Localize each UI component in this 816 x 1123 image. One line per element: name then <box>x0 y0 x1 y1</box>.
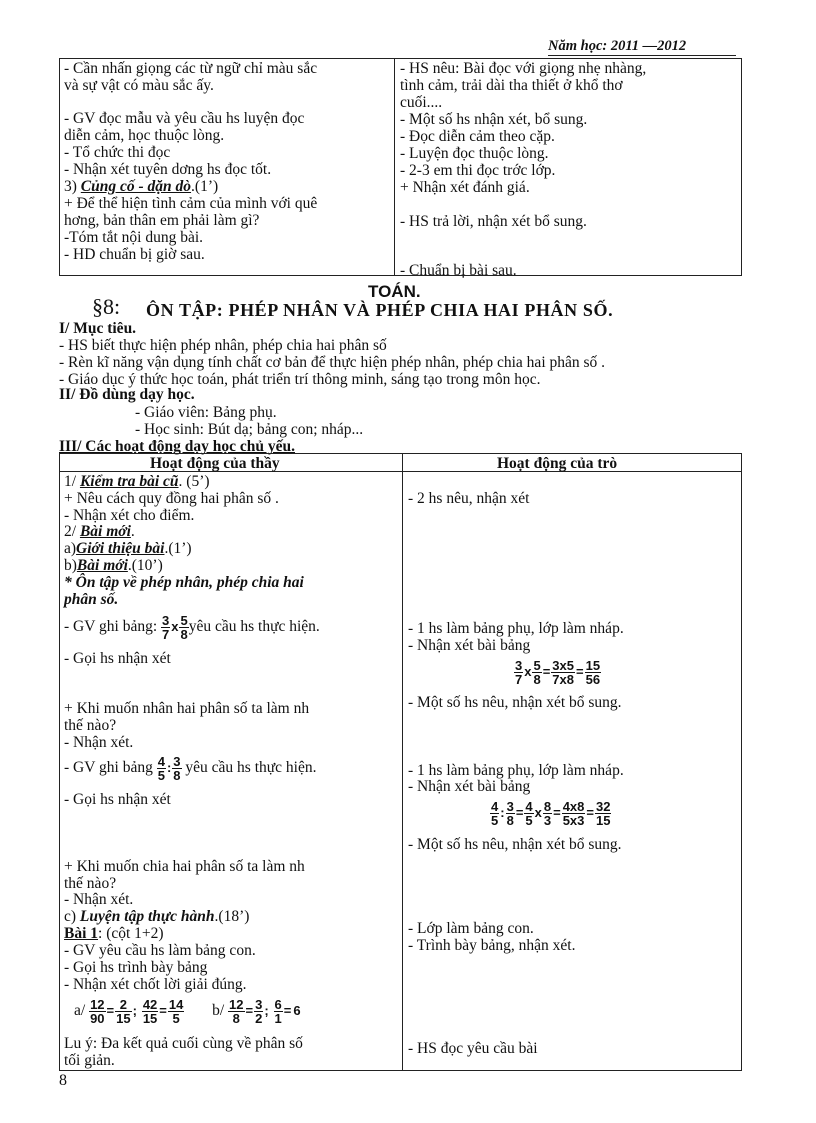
student-line: - Nhận xét bài bảng <box>408 778 531 795</box>
section-3-heading <box>64 178 218 195</box>
top-left-line: - HD chuẩn bị giờ sau. <box>64 246 205 263</box>
section-b-heading: b)Bài mới.(10’) <box>64 557 163 574</box>
top-right-line: - Đọc diễn cảm theo cặp. <box>400 128 555 145</box>
fraction: $\frac{3x5}{7x8}$ <box>552 657 574 687</box>
teacher-line: - Gọi hs nhận xét <box>64 791 171 808</box>
section-c-heading: c) Luyện tập thực hành.(18’) <box>64 908 250 925</box>
col-header-student: Hoạt động của trò <box>497 455 618 472</box>
top-right-line: - Một số hs nhận xét, bổ sung. <box>400 111 588 128</box>
activities-heading: III/ Các hoạt động dạy học chủ yếu. <box>59 438 295 455</box>
gv-write-divide: - GV ghi bảng $\frac{4}{5}$ : $\frac{3}{8}$ yêu cầu hs thực hiện. <box>64 753 317 783</box>
fraction: $\frac{3}{8}$ <box>173 753 181 783</box>
student-line: - HS đọc yêu cầu bài <box>408 1040 538 1057</box>
top-left-line: và sự vật có màu sắc ấy. <box>64 77 214 94</box>
teacher-line: + Khi muốn nhân hai phân số ta làm nh <box>64 700 310 717</box>
teacher-line: - GV yêu cầu hs làm bảng con. <box>64 942 256 959</box>
activities-table-divider <box>402 453 403 1071</box>
fraction: $\frac{14}{5}$ <box>168 996 184 1026</box>
top-right-line: - HS nêu: Bài đọc với giọng nhẹ nhàng, <box>400 60 647 77</box>
top-left-line: diễn cảm, học thuộc lòng. <box>64 127 225 144</box>
year-underline <box>548 55 736 56</box>
top-right-line: - Chuẩn bị bài sau. <box>400 262 517 279</box>
section-3-prefix: 3) <box>64 178 81 195</box>
section-1-heading: 1/ Kiểm tra bài cũ. (5’) <box>64 473 210 490</box>
teacher-line: - Nhận xét cho điểm. <box>64 507 195 524</box>
top-left-line: + Để thể hiện tình cảm của mình với quê <box>64 195 318 212</box>
fraction: $\frac{42}{15}$ <box>142 996 158 1026</box>
teacher-line: - Nhận xét chốt lời giải đúng. <box>64 976 247 993</box>
review-heading: phân số. <box>64 591 119 608</box>
fraction: $\frac{5}{8}$ <box>180 612 188 642</box>
review-heading: * Ôn tập về phép nhân, phép chia hai <box>64 574 304 591</box>
fraction: $\frac{4x8}{5x3}$ <box>562 798 585 828</box>
objectives-heading: I/ Mục tiêu. <box>59 320 137 337</box>
top-left-line: -Tóm tắt nội dung bài. <box>64 229 204 246</box>
fraction: $\frac{2}{15}$ <box>116 996 131 1026</box>
fraction: $\frac{4}{5}$ <box>525 798 533 828</box>
top-right-line: tình cảm, trải dài tha thiết ở khổ thơ <box>400 77 623 94</box>
fraction: $\frac{3}{8}$ <box>506 798 514 828</box>
fraction: $\frac{3}{7}$ <box>515 657 523 687</box>
fraction: $\frac{12}{90}$ <box>90 996 105 1026</box>
fraction: $\frac{32}{15}$ <box>596 798 611 828</box>
subject-title: TOÁN. <box>368 282 421 301</box>
top-right-line: - 2-3 em thi đọc trớc lớp. <box>400 162 556 179</box>
objective-item: - Rèn kĩ năng vận dụng tính chất cơ bản để thực hiện phép nhân, phép chia hai phân số . <box>59 354 606 371</box>
gv-write-multiply: - GV ghi bảng: $\frac{3}{7}$ x $\frac{5}{8}$ yêu cầu hs thực hiện. <box>64 612 320 642</box>
objective-item: - Giáo dục ý thức học toán, phát triển trí thông minh, sáng tạo trong môn học. <box>59 371 541 388</box>
materials-heading: II/ Đồ dùng dạy học. <box>59 386 195 403</box>
top-right-line: - Luyện đọc thuộc lòng. <box>400 145 549 162</box>
multiply-solution: $\frac{3}{7}$ x $\frac{5}{8}$ = $\frac{3x5}{7x8}$ = $\frac{15}{56}$ <box>515 657 601 687</box>
teacher-line: - Nhận xét. <box>64 734 134 751</box>
top-left-line: - Cần nhấn giọng các từ ngữ chỉ màu sắc <box>64 60 318 77</box>
material-item: - Học sinh: Bút dạ; bảng con; nháp... <box>135 421 364 438</box>
top-right-line: cuối.... <box>400 94 443 111</box>
student-line: - Nhận xét bài bảng <box>408 637 531 654</box>
fraction: $\frac{4}{5}$ <box>491 798 499 828</box>
section-3-title: Củng cố - dặn dò <box>80 178 192 195</box>
teacher-line: thế nào? <box>64 717 117 734</box>
fraction: $\frac{8}{3}$ <box>543 798 552 828</box>
page-number: 8 <box>59 1072 67 1089</box>
lesson-number: §8: <box>92 294 121 319</box>
school-year: Năm học: 2011 —2012 <box>548 38 687 54</box>
fraction: $\frac{15}{56}$ <box>585 657 601 687</box>
top-table-divider <box>394 58 395 276</box>
lesson-title: ÔN TẬP: PHÉP NHÂN VÀ PHÉP CHIA HAI PHÂN SỐ. <box>146 300 614 320</box>
teacher-line: + Khi muốn chia hai phân số ta làm nh <box>64 858 305 875</box>
section-a-heading: a)Giới thiệu bài.(1’) <box>64 540 192 557</box>
fraction: $\frac{6}{1}$ <box>274 996 282 1026</box>
top-left-line: - Nhận xét tuyên dơng hs đọc tốt. <box>64 161 272 178</box>
top-right-line: + Nhận xét đánh giá. <box>400 179 530 196</box>
section-3-time: .(1’) <box>191 178 219 195</box>
col-header-teacher: Hoạt động của thầy <box>150 455 280 472</box>
answers-row: a/ $\frac{12}{90}$ = $\frac{2}{15}$ ; $\frac{42}{15}$ = $\frac{14}{5}$ b/ $\frac{12}{8}$ = $\frac{3}{2}$ ; $\frac{6}{1}$ = 6 <box>74 996 301 1026</box>
teacher-line: thế nào? <box>64 875 117 892</box>
top-left-line: hơng, bản thân em phải làm gì? <box>64 212 260 229</box>
student-line: - Một số hs nêu, nhận xét bổ sung. <box>408 694 622 711</box>
section-2-heading: 2/ Bài mới. <box>64 523 135 540</box>
teacher-line: + Nêu cách quy đồng hai phân số . <box>64 490 279 507</box>
fraction: $\frac{5}{8}$ <box>533 657 541 687</box>
teacher-line: - Nhận xét. <box>64 891 134 908</box>
fraction: $\frac{3}{7}$ <box>162 612 170 642</box>
student-line: - 2 hs nêu, nhận xét <box>408 490 530 507</box>
fraction: $\frac{12}{8}$ <box>229 996 244 1026</box>
teacher-line: tối giản. <box>64 1052 115 1069</box>
divide-solution: $\frac{4}{5}$ : $\frac{3}{8}$ = $\frac{4}{5}$ x $\frac{8}{3}$ = $\frac{4x8}{5x3}$ = $\frac{32}{15}$ <box>491 798 611 828</box>
exercise-1-heading: Bài 1: (cột 1+2) <box>64 925 164 942</box>
student-line: - Trình bày bảng, nhận xét. <box>408 937 576 954</box>
objective-item: - HS biết thực hiện phép nhân, phép chia hai phân số <box>59 337 387 354</box>
student-line: - 1 hs làm bảng phụ, lớp làm nháp. <box>408 620 624 637</box>
top-right-line: - HS trả lời, nhận xét bổ sung. <box>400 213 587 230</box>
fraction: $\frac{4}{5}$ <box>157 753 165 783</box>
top-left-line: - GV đọc mẫu và yêu cầu hs luyện đọc <box>64 110 305 127</box>
student-line: - 1 hs làm bảng phụ, lớp làm nháp. <box>408 762 624 779</box>
teacher-line: - Gọi hs nhận xét <box>64 650 171 667</box>
student-line: - Một số hs nêu, nhận xét bổ sung. <box>408 836 622 853</box>
teacher-line: Lu ý: Đa kết quả cuối cùng về phân số <box>64 1035 303 1052</box>
top-left-line: - Tổ chức thi đọc <box>64 144 171 161</box>
student-line: - Lớp làm bảng con. <box>408 920 534 937</box>
fraction: $\frac{3}{2}$ <box>255 996 263 1026</box>
teacher-line: - Gọi hs trình bày bảng <box>64 959 208 976</box>
material-item: - Giáo viên: Bảng phụ. <box>135 404 277 421</box>
